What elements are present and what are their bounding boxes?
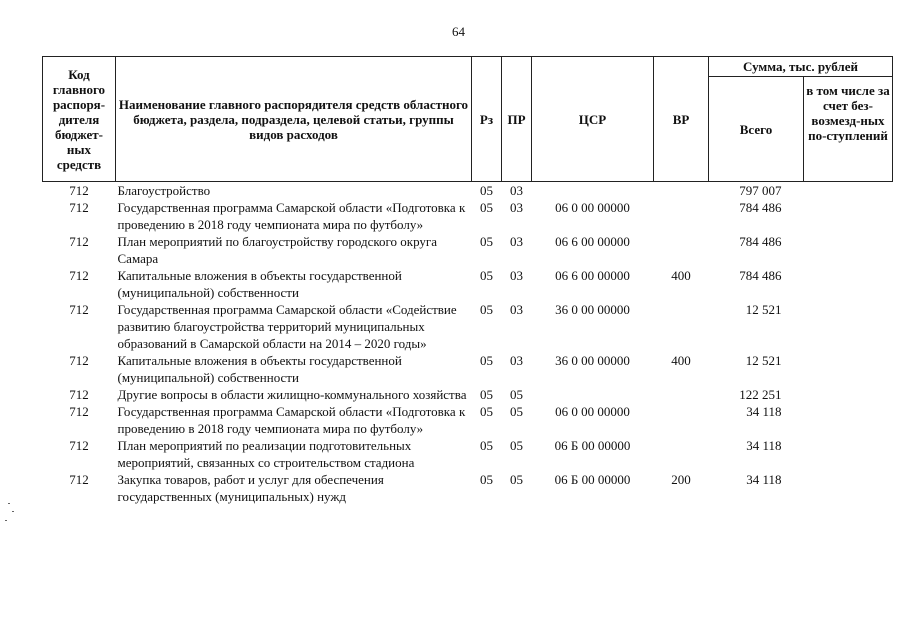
table-row bbox=[43, 233, 893, 267]
cell-vr: 200 bbox=[671, 472, 691, 487]
header-gratuitous: в том числе за счет без-возмезд-ных по-ступлений bbox=[804, 77, 893, 182]
cell-total: 34 118 bbox=[746, 438, 782, 453]
cell-name: Государственная программа Самарской области «Подготовка к проведению в 2018 году чемпионата мира по футболу» bbox=[117, 200, 466, 232]
header-pr: ПР bbox=[502, 57, 532, 182]
cell-name: Закупка товаров, работ и услуг для обеспечения государственных (муниципальных) нужд bbox=[117, 472, 384, 504]
header-code: Код главного распоря-дителя бюджет-ных средств bbox=[43, 57, 116, 182]
table-row bbox=[43, 386, 893, 403]
table-row bbox=[43, 437, 893, 471]
cell-code: 712 bbox=[69, 353, 89, 368]
cell-name: Капитальные вложения в объекты государственной (муниципальной) собственности bbox=[117, 353, 402, 385]
page-number: 64 bbox=[452, 24, 465, 39]
cell-csr: 06 Б 00 00000 bbox=[554, 438, 631, 453]
cell-csr bbox=[532, 182, 654, 200]
table-row bbox=[43, 403, 893, 437]
cell-rz: 05 bbox=[480, 234, 493, 249]
cell-code: 712 bbox=[69, 183, 89, 198]
cell-gratuitous bbox=[804, 267, 893, 301]
cell-name: План мероприятий по благоустройству городского округа Самара bbox=[117, 234, 437, 266]
header-csr: ЦСР bbox=[532, 57, 654, 182]
cell-total: 784 486 bbox=[739, 234, 782, 249]
cell-pr: 05 bbox=[510, 472, 523, 487]
cell-total: 12 521 bbox=[745, 302, 782, 317]
table-header bbox=[43, 57, 893, 182]
cell-vr bbox=[654, 233, 709, 267]
cell-gratuitous bbox=[804, 233, 893, 267]
cell-pr: 05 bbox=[510, 438, 523, 453]
cell-rz: 05 bbox=[480, 302, 493, 317]
cell-csr: 36 0 00 00000 bbox=[555, 353, 630, 368]
cell-pr: 03 bbox=[510, 302, 523, 317]
cell-pr: 03 bbox=[510, 268, 523, 283]
cell-rz: 05 bbox=[480, 353, 493, 368]
cell-gratuitous bbox=[804, 352, 893, 386]
cell-vr bbox=[654, 182, 709, 200]
cell-vr bbox=[654, 403, 709, 437]
header-sum: Сумма, тыс. рублей bbox=[709, 57, 893, 77]
cell-code: 712 bbox=[69, 268, 89, 283]
table-body bbox=[43, 182, 893, 506]
cell-gratuitous bbox=[804, 437, 893, 471]
cell-name: Государственная программа Самарской области «Содействие развитию благоустройства территорий муниципальных образований в Самарской области на 2014 – 2020 годы» bbox=[117, 302, 457, 351]
cell-gratuitous bbox=[804, 471, 893, 505]
cell-vr: 400 bbox=[671, 353, 691, 368]
cell-csr: 06 Б 00 00000 bbox=[554, 472, 631, 487]
cell-code: 712 bbox=[69, 302, 89, 317]
cell-code: 712 bbox=[69, 404, 89, 419]
cell-csr: 06 6 00 00000 bbox=[555, 268, 630, 283]
cell-rz: 05 bbox=[480, 472, 493, 487]
header-vr: ВР bbox=[654, 57, 709, 182]
cell-csr: 06 0 00 00000 bbox=[555, 200, 630, 215]
cell-pr: 03 bbox=[510, 353, 523, 368]
scan-speck bbox=[5, 520, 7, 521]
cell-vr bbox=[654, 386, 709, 403]
cell-gratuitous bbox=[804, 182, 893, 200]
cell-rz: 05 bbox=[480, 404, 493, 419]
cell-rz: 05 bbox=[480, 387, 493, 402]
cell-name: План мероприятий по реализации подготовительных мероприятий, связанных со строительством стадиона bbox=[117, 438, 415, 470]
cell-code: 712 bbox=[69, 472, 89, 487]
cell-csr: 06 6 00 00000 bbox=[555, 234, 630, 249]
cell-csr: 36 0 00 00000 bbox=[555, 302, 630, 317]
cell-rz: 05 bbox=[480, 438, 493, 453]
cell-rz: 05 bbox=[480, 268, 493, 283]
table-row bbox=[43, 267, 893, 301]
cell-pr: 05 bbox=[510, 404, 523, 419]
cell-total: 34 118 bbox=[746, 472, 782, 487]
cell-total: 784 486 bbox=[739, 200, 782, 215]
cell-total: 797 007 bbox=[739, 183, 782, 198]
cell-name: Государственная программа Самарской области «Подготовка к проведению в 2018 году чемпионата мира по футболу» bbox=[117, 404, 466, 436]
cell-csr bbox=[532, 386, 654, 403]
table-row bbox=[43, 471, 893, 505]
cell-pr: 03 bbox=[510, 183, 523, 198]
cell-gratuitous bbox=[804, 386, 893, 403]
cell-pr: 03 bbox=[510, 200, 523, 215]
cell-total: 12 521 bbox=[745, 353, 782, 368]
header-name: Наименование главного распорядителя средств областного бюджета, раздела, подраздела, целевой статьи, группы видов расходов bbox=[116, 57, 472, 182]
header-total: Всего bbox=[709, 77, 804, 182]
scan-speck bbox=[12, 511, 14, 512]
cell-gratuitous bbox=[804, 199, 893, 233]
table-row bbox=[43, 199, 893, 233]
cell-pr: 05 bbox=[510, 387, 523, 402]
cell-name: Другие вопросы в области жилищно-коммунального хозяйства bbox=[117, 387, 467, 402]
table-row bbox=[43, 182, 893, 200]
header-rz: Рз bbox=[472, 57, 502, 182]
table-row bbox=[43, 301, 893, 352]
scan-speck bbox=[8, 503, 10, 504]
cell-csr: 06 0 00 00000 bbox=[555, 404, 630, 419]
cell-vr bbox=[654, 301, 709, 352]
cell-rz: 05 bbox=[480, 183, 493, 198]
budget-table bbox=[42, 56, 893, 505]
cell-vr: 400 bbox=[671, 268, 691, 283]
table-row bbox=[43, 352, 893, 386]
cell-total: 784 486 bbox=[739, 268, 782, 283]
cell-rz: 05 bbox=[480, 200, 493, 215]
cell-code: 712 bbox=[69, 234, 89, 249]
cell-name: Благоустройство bbox=[117, 183, 211, 198]
cell-code: 712 bbox=[69, 438, 89, 453]
cell-code: 712 bbox=[69, 200, 89, 215]
cell-vr bbox=[654, 437, 709, 471]
cell-total: 34 118 bbox=[746, 404, 782, 419]
cell-code: 712 bbox=[69, 387, 89, 402]
cell-name: Капитальные вложения в объекты государственной (муниципальной) собственности bbox=[117, 268, 402, 300]
cell-gratuitous bbox=[804, 301, 893, 352]
cell-gratuitous bbox=[804, 403, 893, 437]
cell-total: 122 251 bbox=[739, 387, 782, 402]
cell-vr bbox=[654, 199, 709, 233]
cell-pr: 03 bbox=[510, 234, 523, 249]
